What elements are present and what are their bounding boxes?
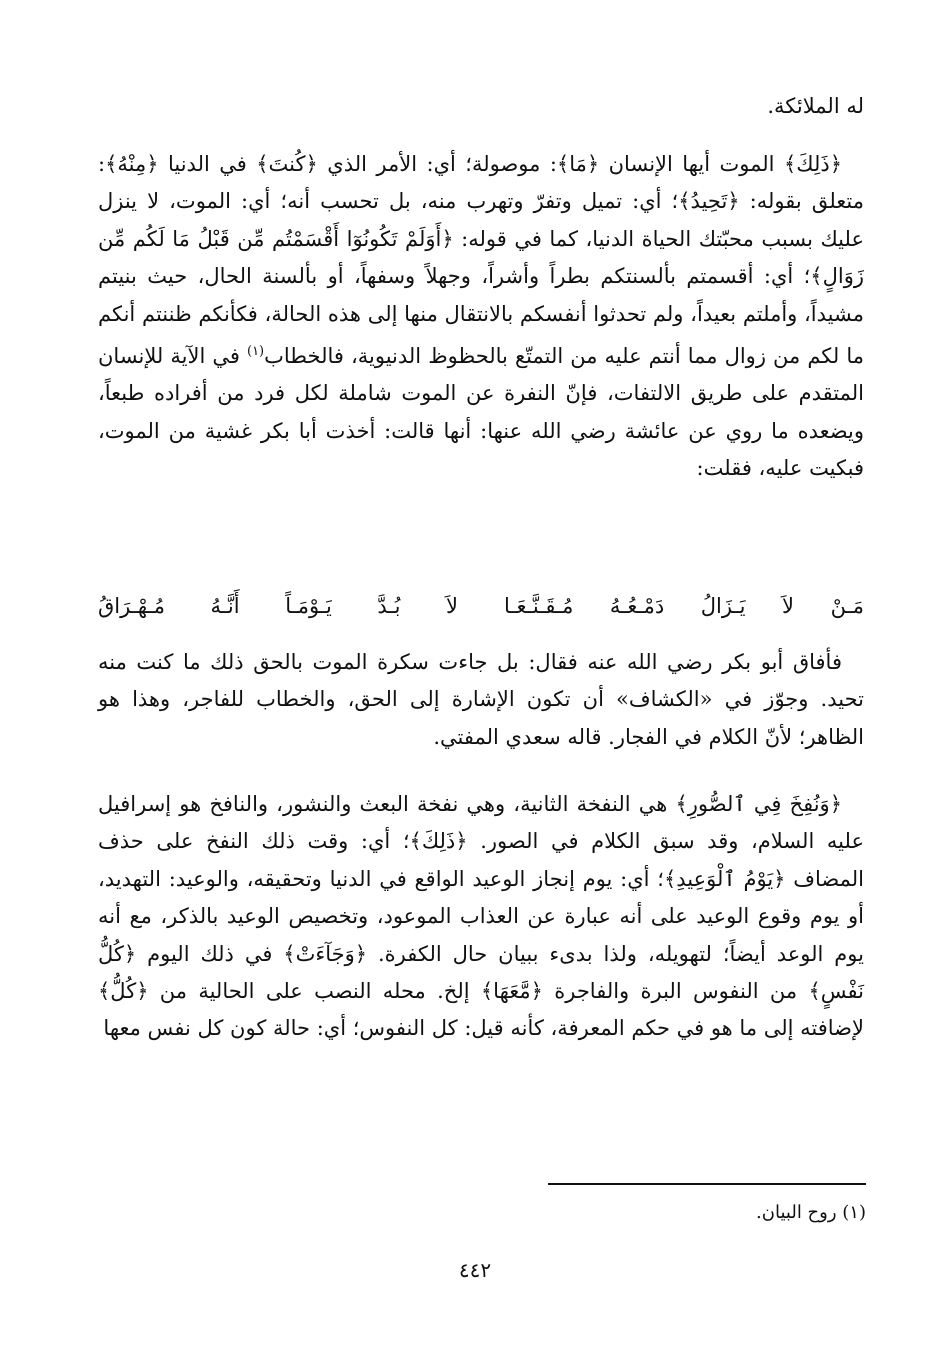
footnote-divider	[548, 1183, 866, 1185]
paragraph-1	[98, 146, 864, 488]
page-number	[425, 1258, 525, 1282]
paragraph-1-text: ﴿ذَلِكَ﴾ الموت أيها الإنسان ﴿مَا﴾: موصولة؛ أي: الأمر الذي ﴿كُنتَ﴾ في الدنيا ﴿مِنْهُ﴾: متعلق بقوله: ﴿تَحِيدُ﴾؛ أي: تميل وتفرّ وتهرب منه، بل تحسب أنه؛ أي: الموت، لا ينزل عليك بسبب محبّتك الحياة الدنيا، كما في قوله: ﴿أَوَلَمْ تَكُونُوٓا أَقْسَمْتُم مِّن قَبْلُ مَا لَكُم مِّن زَوَالٍ﴾؛ أي: أقسمتم بألسنتكم بطراً وأشراً، وجهلاً وسفهاً، أو بألسنة الحال، حيث بنيتم مشيداً، وأملتم بعيداً، ولم تحدثوا أنفسكم بالانتقال منها إلى هذه الحالة، فكأنكم ظننتم أنكم ما لكم من زوال مما أنتم عليه من التمتّع بالحظوظ الدنيوية، فالخطاب	[98, 152, 865, 369]
paragraph-3-text: ﴿وَنُفِخَ فِي ٱلصُّورِ﴾ هي النفخة الثانية، وهي نفخة البعث والنشور، والنافخ هو إسرافيل عليه السلام، وقد سبق الكلام في الصور. ﴿ذَلِكَ﴾؛ أي: وقت ذلك النفخ على حذف المضاف ﴿يَوْمُ ٱلْوَعِيدِ﴾؛ أي: يوم إنجاز الوعيد الواقع في الدنيا وتحقيقه، والوعيد: التهديد، أو يوم وقوع الوعيد على أنه عبارة عن العذاب الموعود، وتخصيص الوعيد بالذكر، مع أنه يوم الوعد أيضاً؛ لتهويله، ولذا بدىء ببيان حال الكفرة. ﴿وَجَآءَتْ﴾ في ذلك اليوم ﴿كُلُّ نَفْسٍ﴾ من النفوس البرة والفاجرة ﴿مَّعَهَا﴾ إلخ. محله النصب على الحالية من ﴿كُلُّ﴾ لإضافته إلى ما هو في حكم المعرفة، كأنه قيل: كل النفوس؛ أي: حالة كون كل نفس معها	[98, 792, 864, 1041]
paragraph-1-continuation: في الآية للإنسان المتقدم على طريق الالتفات، فإنّ النفرة عن الموت شاملة لكل فرد من أفراده طبعاً، ويضعده ما روي عن عائشة رضي الله عنها: أنها قالت: أخذت أبا بكر غشية من الموت، فبكيت عليه، فقلت:	[98, 344, 864, 481]
page-number-text: ٤٤٢	[458, 1258, 492, 1282]
footnote-text: (١) روح البيان.	[756, 1202, 866, 1223]
footnote	[520, 1198, 866, 1228]
opening-line	[98, 88, 864, 125]
poem-first-hemistich: مَـنْ لاَ يَـزَالُ دَمْـعُـهُ مُـقَـنَّـعَـا	[504, 594, 864, 618]
poem-second-hemistich: لاَ بُـدَّ يَـوْمَـاً أَنَّـهُ مُـهْـرَاقُ	[98, 594, 458, 618]
paragraph-2-text: فأفاق أبو بكر رضي الله عنه فقال: بل جاءت سكرة الموت بالحق ذلك ما كنت منه تحيد. وجوّز في «الكشاف» أن تكون الإشارة إلى الحق، والخطاب للفاجر، وهذا هو الظاهر؛ لأنّ الكلام في الفجار. قاله سعدي المفتي.	[98, 650, 864, 749]
paragraph-2	[98, 644, 864, 756]
footnote-reference[interactable]: (١)	[246, 344, 265, 360]
opening-line-text: له الملائكة.	[767, 94, 864, 118]
poem-verse	[98, 588, 864, 625]
paragraph-3	[98, 786, 864, 1048]
